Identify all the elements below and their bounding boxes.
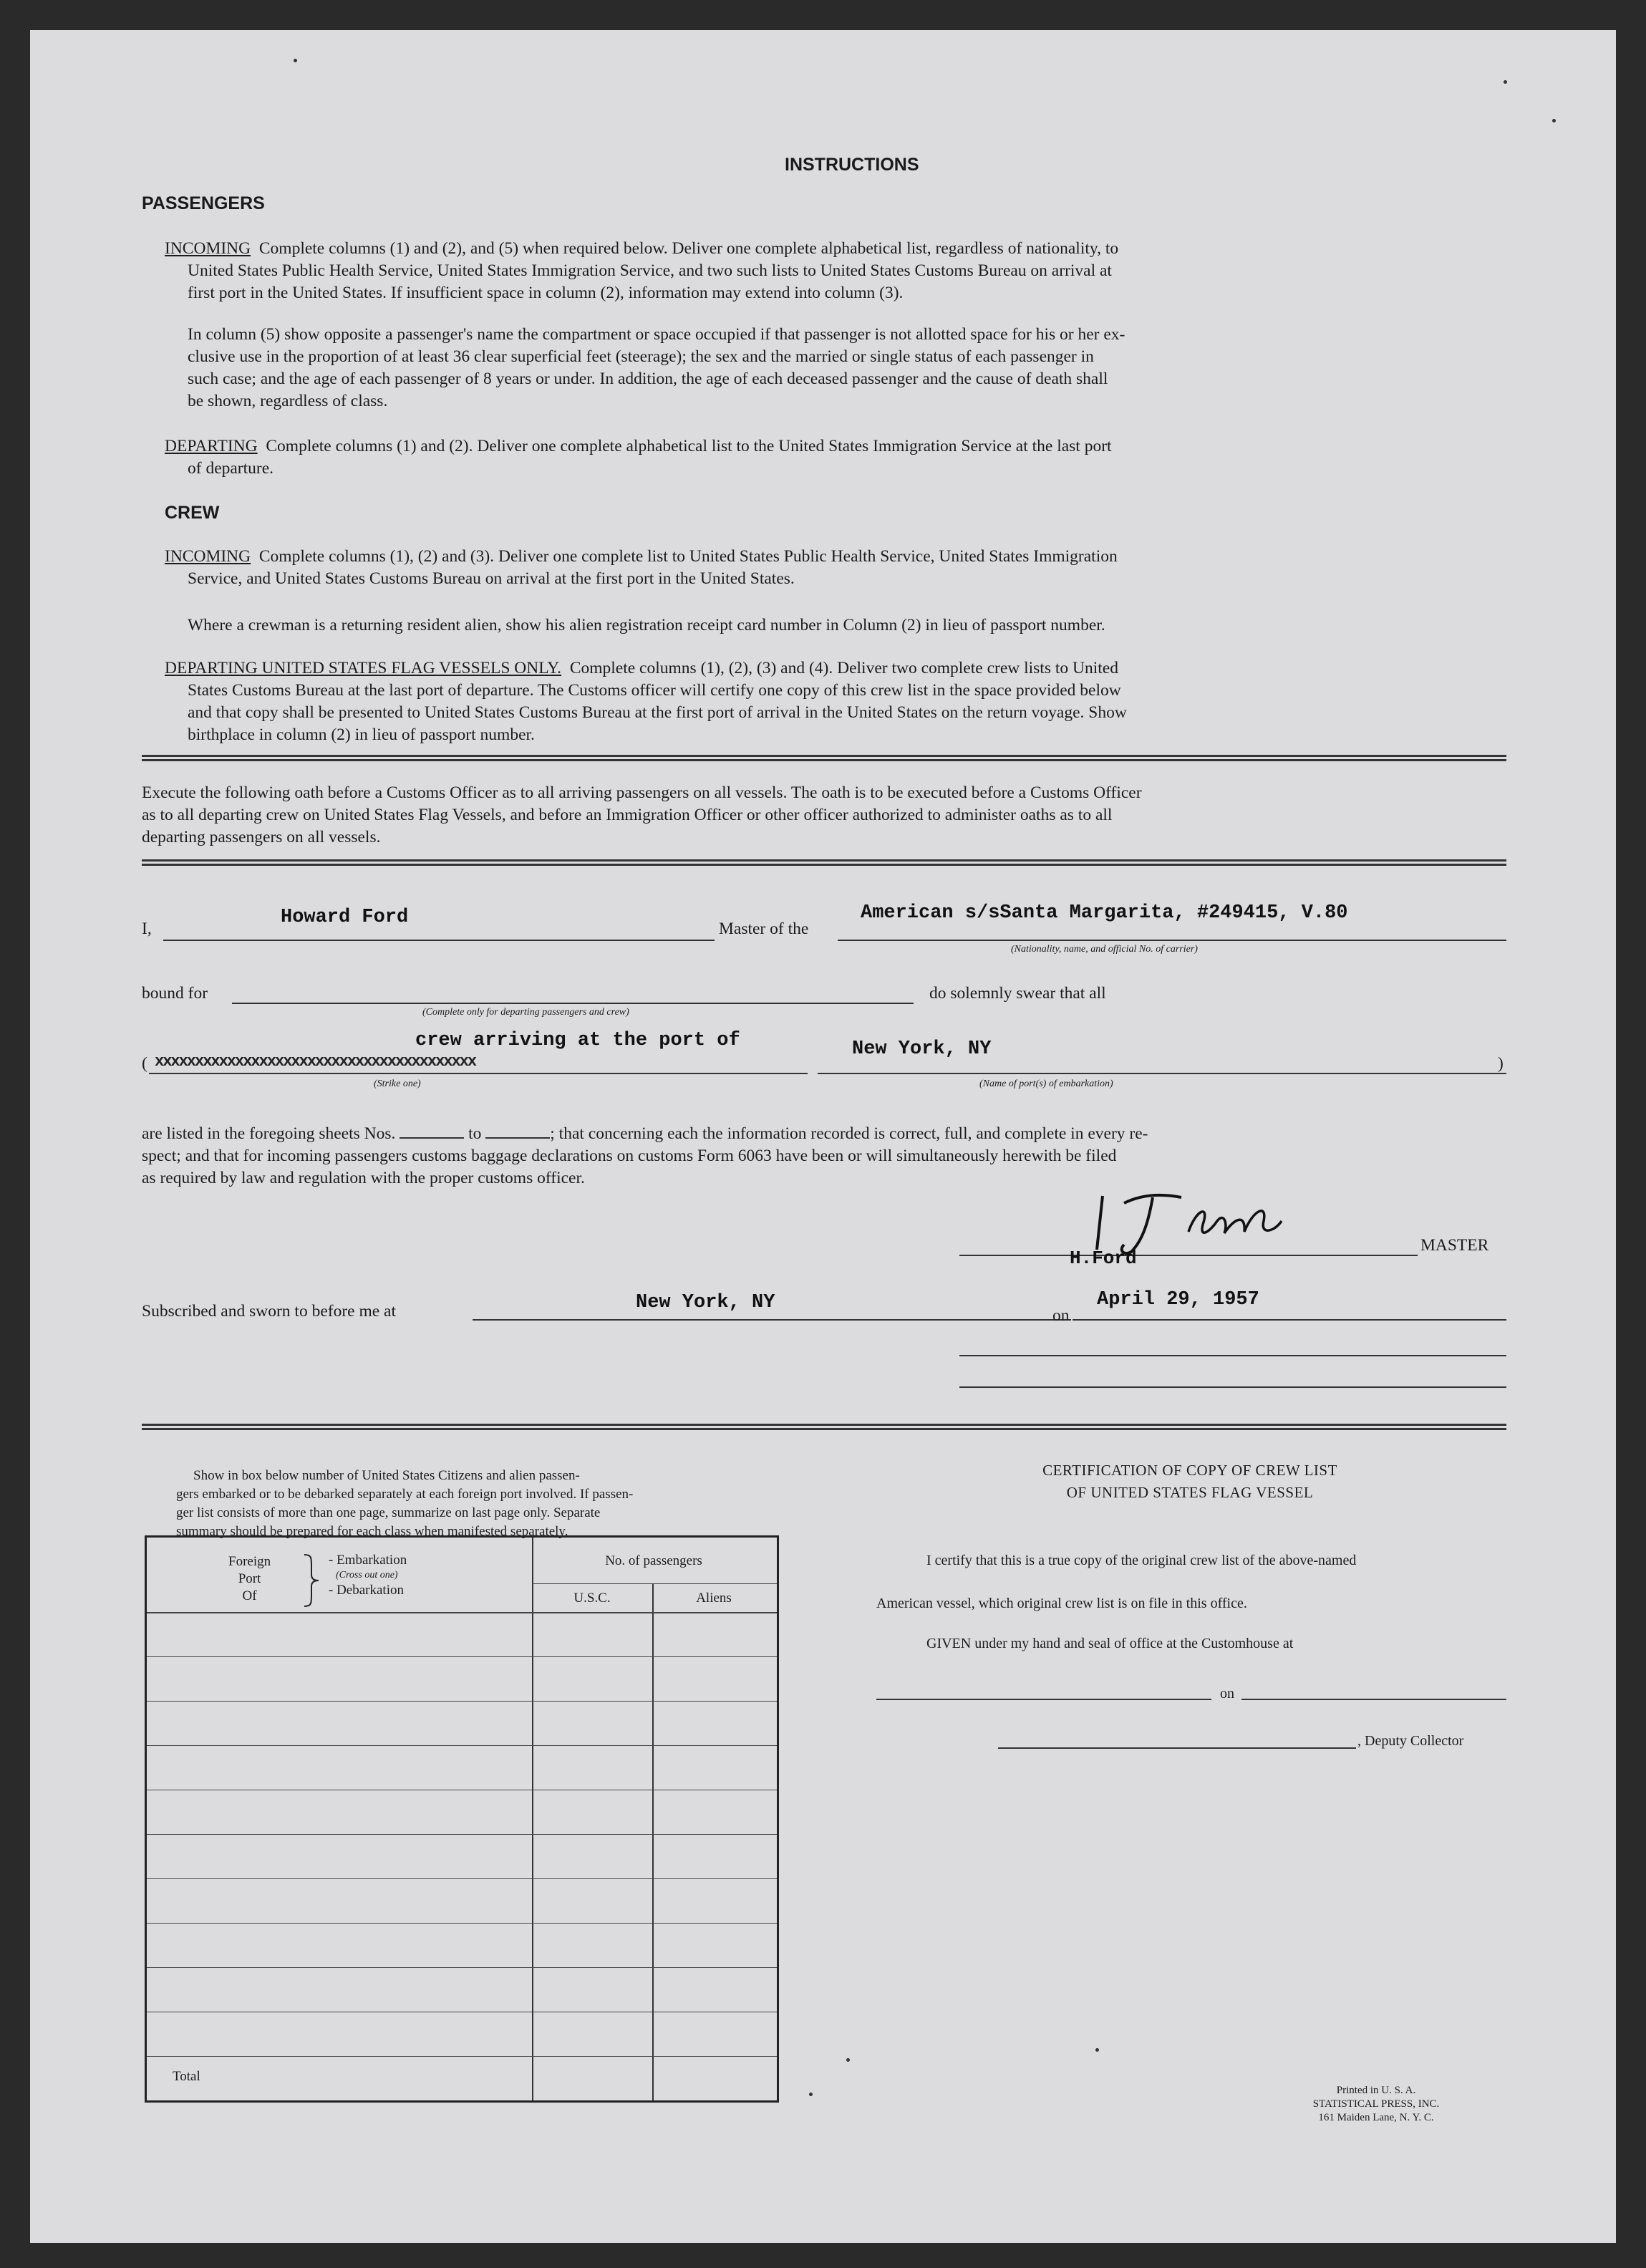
- officer-title-line[interactable]: [959, 1386, 1506, 1388]
- instruction-line: States Customs Bureau at the last port of departure. The Customs officer will certify one copy of this crew list in the space provided below: [188, 681, 1121, 700]
- certification-title-line: CERTIFICATION OF COPY OF CREW LIST: [1042, 1462, 1337, 1479]
- box-instructions: [176, 1467, 785, 1541]
- oath-intro: [142, 782, 1506, 849]
- scan-speck: [846, 2058, 850, 2062]
- passenger-type-line: [149, 1073, 808, 1074]
- scan-speck: [294, 59, 297, 62]
- scan-speck: [809, 2093, 813, 2096]
- printer-imprint: [1276, 2084, 1476, 2125]
- crew-incoming-label: INCOMING: [165, 547, 251, 566]
- master-name-line: [163, 940, 715, 941]
- customhouse-line[interactable]: [876, 1699, 1211, 1700]
- instruction-line: Complete columns (1), (2), (3) and (4). Deliver two complete crew lists to United: [569, 659, 1118, 677]
- listed-text-block: [142, 1123, 1506, 1190]
- master-signature-line[interactable]: [959, 1255, 1418, 1256]
- oath-intro-line: Execute the following oath before a Customs Officer as to all arriving passengers on all vessels. The oath is to be executed before a Customs Officer: [142, 783, 1142, 802]
- table-row: [147, 1923, 777, 1924]
- given-text: GIVEN under my hand and seal of office at the Customhouse at: [926, 1636, 1294, 1651]
- crew-departing-label: DEPARTING UNITED STATES FLAG VESSELS ONLY.: [165, 659, 562, 677]
- oath-i-label: I,: [142, 920, 152, 938]
- listed-text: are listed in the foregoing sheets Nos.: [142, 1124, 396, 1143]
- listed-text: ; that concerning each the information recorded is correct, full, and complete in every re-: [550, 1124, 1148, 1143]
- box-instruction-line: summary should be prepared for each class when manifested separately.: [176, 1524, 568, 1539]
- crew-incoming-section: [165, 546, 1482, 590]
- oath-intro-line: departing passengers on all vessels.: [142, 828, 381, 846]
- master-of-the-label: Master of the: [719, 920, 809, 938]
- instruction-line: clusive use in the proportion of at least 36 clear superficial feet (steerage); the sex and the married or single status of each passenger in: [188, 347, 1094, 366]
- typed-signature: H.Ford: [1070, 1248, 1137, 1269]
- brace-icon: [303, 1553, 320, 1608]
- table-row: [147, 1967, 777, 1968]
- to-label: to: [468, 1124, 482, 1143]
- instruction-line: of departure.: [188, 459, 274, 478]
- printer-line: 161 Maiden Lane, N. Y. C.: [1318, 2112, 1434, 2123]
- table-row: [147, 1878, 777, 1879]
- section-divider: [142, 755, 1506, 761]
- foreign-port-label: [228, 1553, 271, 1605]
- table-header-rule: [147, 1612, 777, 1613]
- printer-line: Printed in U. S. A.: [1336, 2085, 1416, 2096]
- embark-debark-options: [329, 1552, 407, 1599]
- port-field[interactable]: New York, NY: [852, 1038, 992, 1060]
- sworn-date-field[interactable]: April 29, 1957: [1097, 1289, 1259, 1311]
- box-instruction-line: Show in box below number of United States Citizens and alien passen-: [193, 1468, 580, 1483]
- usc-header: U.S.C.: [573, 1591, 611, 1606]
- crew-arriving-field[interactable]: crew arriving at the port of: [415, 1030, 740, 1051]
- passengers-incoming-section: [165, 238, 1482, 304]
- close-paren: ): [1498, 1054, 1504, 1073]
- port-label: Port: [238, 1571, 261, 1586]
- passengers-departing-label: DEPARTING: [165, 437, 258, 455]
- table-row: [147, 1745, 777, 1746]
- foreign-label: Foreign: [228, 1554, 271, 1569]
- box-instruction-line: ger list consists of more than one page, summarize on last page only. Separate: [176, 1505, 601, 1520]
- table-divider: [652, 1583, 654, 2100]
- section-divider: [142, 859, 1506, 866]
- instruction-line: first port in the United States. If insufficient space in column (2), information may extend into column (3).: [188, 284, 904, 302]
- vessel-caption: (Nationality, name, and official No. of carrier): [1011, 944, 1198, 955]
- printer-line: STATISTICAL PRESS, INC.: [1312, 2098, 1440, 2110]
- instruction-line: Service, and United States Customs Bureau on arrival at the first port in the United States.: [188, 569, 795, 588]
- certification-title: [961, 1459, 1419, 1504]
- total-label: Total: [173, 2069, 200, 2084]
- subscribed-label: Subscribed and sworn to before me at: [142, 1302, 397, 1321]
- form-page: [30, 30, 1616, 2243]
- passenger-summary-table: [145, 1535, 779, 2103]
- vessel-field[interactable]: American s/sSanta Margarita, #249415, V.80: [861, 902, 1348, 924]
- strike-through-text: xxxxxxxxxxxxxxxxxxxxxxxxxxxxxxxxxxxxxxxx: [155, 1053, 476, 1071]
- passengers-column5-section: [188, 324, 1482, 412]
- embarkation-option[interactable]: - Embarkation: [329, 1553, 407, 1568]
- table-row: [147, 1834, 777, 1835]
- oath-intro-line: as to all departing crew on United States Flag Vessels, and before an Immigration Officer or other officer authorized to administer oaths as to all: [142, 806, 1113, 824]
- certification-on-label: on: [1220, 1686, 1234, 1702]
- crew-alien-note: Where a crewman is a returning resident alien, show his alien registration receipt card number in Column (2) in lieu of passport number.: [188, 616, 1105, 634]
- scan-speck: [1095, 2048, 1099, 2052]
- instruction-line: In column (5) show opposite a passenger's name the compartment or space occupied if that passenger is not allotted space for his or her ex-: [188, 325, 1125, 344]
- certification-date-line[interactable]: [1241, 1699, 1506, 1700]
- passengers-heading: PASSENGERS: [142, 193, 265, 213]
- no-passengers-header: No. of passengers: [605, 1553, 702, 1568]
- open-paren: (: [142, 1054, 147, 1073]
- instruction-line: be shown, regardless of class.: [188, 392, 388, 410]
- of-label: Of: [242, 1588, 257, 1603]
- table-row: [147, 1701, 777, 1702]
- officer-signature-line[interactable]: [959, 1355, 1506, 1356]
- bound-for-caption: (Complete only for departing passengers and crew): [422, 1007, 629, 1018]
- crew-departing-section: [165, 657, 1482, 746]
- on-label: on: [1052, 1306, 1070, 1325]
- table-divider: [532, 1538, 533, 2100]
- bound-for-line[interactable]: [232, 1003, 914, 1004]
- sheet-to-field[interactable]: [485, 1124, 550, 1139]
- table-row: [147, 1656, 777, 1657]
- passengers-departing-section: [165, 435, 1482, 480]
- master-name-field[interactable]: Howard Ford: [281, 907, 409, 928]
- section-divider: [142, 1424, 1506, 1430]
- deputy-collector-line[interactable]: [998, 1747, 1356, 1749]
- passengers-incoming-label: INCOMING: [165, 239, 251, 258]
- crew-heading: CREW: [165, 503, 220, 523]
- certify-text-1: I certify that this is a true copy of the original crew list of the above-named: [926, 1553, 1357, 1568]
- sworn-place-field[interactable]: New York, NY: [636, 1292, 775, 1313]
- aliens-header: Aliens: [696, 1591, 732, 1606]
- instruction-line: Complete columns (1), (2) and (3). Deliver one complete list to United States Public Health Service, United States Immigration: [258, 547, 1118, 566]
- vessel-line: [838, 940, 1506, 941]
- box-instruction-line: gers embarked or to be debarked separately at each foreign port involved. If passen-: [176, 1487, 634, 1502]
- table-row: [147, 2056, 777, 2057]
- instruction-line: birthplace in column (2) in lieu of passport number.: [188, 725, 535, 744]
- swear-text: do solemnly swear that all: [929, 984, 1106, 1003]
- cross-out-note: (Cross out one): [336, 1570, 398, 1581]
- sworn-place-line: [473, 1319, 1071, 1321]
- scan-speck: [1552, 119, 1556, 122]
- certification-title-line: OF UNITED STATES FLAG VESSEL: [1066, 1484, 1314, 1501]
- instruction-line: and that copy shall be presented to United States Customs Bureau at the first port of arrival in the United States on the return voyage. Show: [188, 703, 1127, 722]
- strike-one-caption: (Strike one): [374, 1078, 421, 1089]
- instruction-line: United States Public Health Service, United States Immigration Service, and two such lists to United States Customs Bureau on arrival at: [188, 261, 1112, 280]
- master-label: MASTER: [1420, 1236, 1489, 1255]
- instruction-line: Complete columns (1) and (2). Deliver one complete alphabetical list to the United States Immigration Service at the last port: [266, 437, 1112, 455]
- sworn-date-line: [1073, 1319, 1506, 1321]
- bound-for-label: bound for: [142, 984, 208, 1003]
- debarkation-option[interactable]: - Debarkation: [329, 1583, 404, 1598]
- instructions-title: INSTRUCTIONS: [785, 155, 919, 175]
- port-line: [818, 1073, 1506, 1074]
- instruction-line: Complete columns (1) and (2), and (5) when required below. Deliver one complete alphabetical list, regardless of nationality, to: [258, 239, 1119, 258]
- listed-text: spect; and that for incoming passengers customs baggage declarations on customs Form 6063 have been or will simultaneously herewith be filed: [142, 1147, 1117, 1165]
- instruction-line: such case; and the age of each passenger of 8 years or under. In addition, the age of each deceased passenger and the cause of death shall: [188, 370, 1108, 388]
- certify-text-2: American vessel, which original crew list is on file in this office.: [876, 1596, 1247, 1611]
- sheet-from-field[interactable]: [400, 1124, 464, 1139]
- listed-text: as required by law and regulation with the proper customs officer.: [142, 1169, 585, 1187]
- table-rule: [532, 1583, 777, 1584]
- port-caption: (Name of port(s) of embarkation): [979, 1078, 1113, 1089]
- scan-speck: [1504, 80, 1507, 84]
- deputy-collector-label: , Deputy Collector: [1357, 1733, 1464, 1749]
